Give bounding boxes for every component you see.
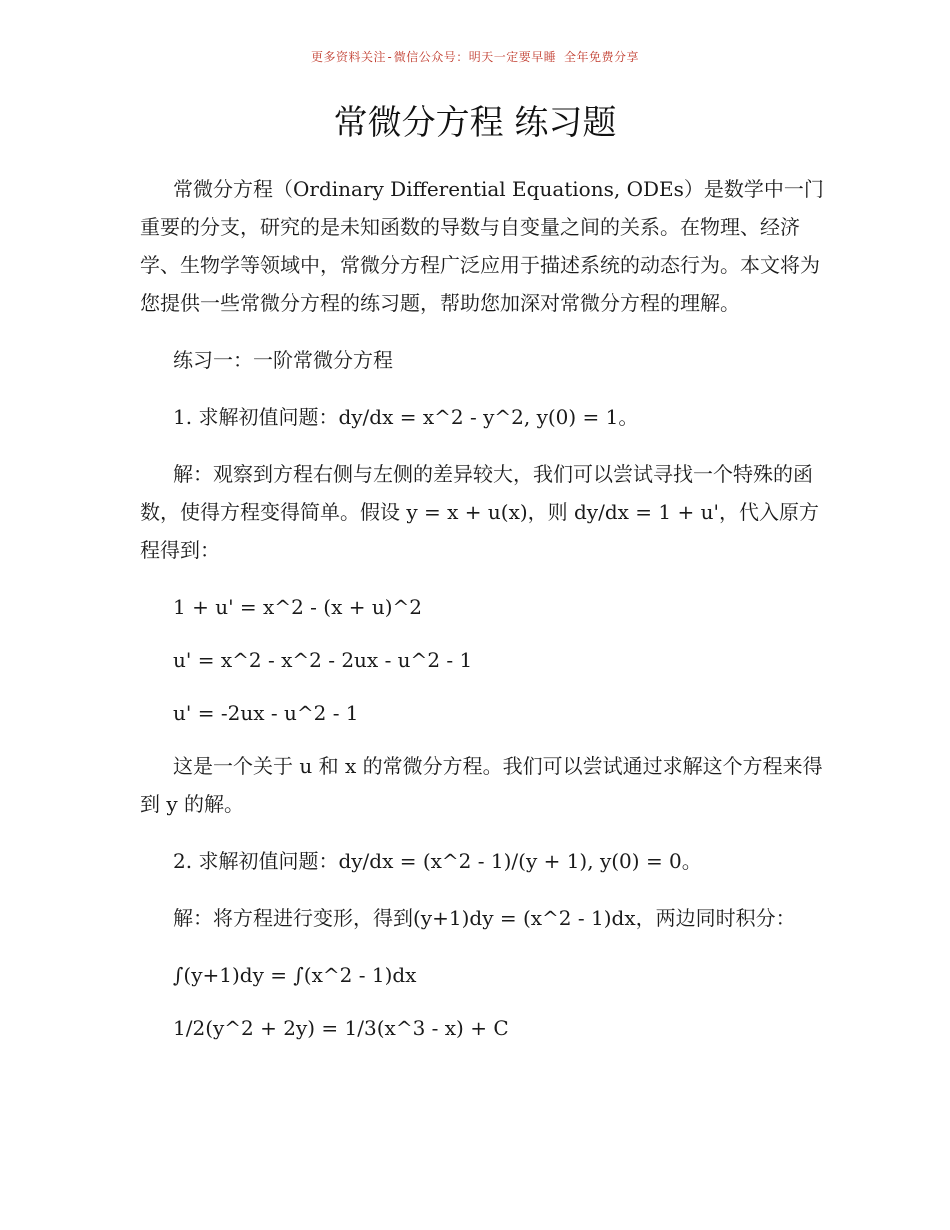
problem-1-equation-3: u' = -2ux - u^2 - 1 bbox=[173, 701, 359, 725]
problem-1-question: 1. 求解初值问题：dy/dx = x^2 - y^2, y(0) = 1。 bbox=[173, 405, 639, 429]
problem-2-equation-2: 1/2(y^2 + 2y) = 1/3(x^3 - x) + C bbox=[173, 1016, 509, 1040]
page-title: 常微分方程 练习题 bbox=[333, 103, 617, 143]
section-heading: 练习一：一阶常微分方程 bbox=[173, 348, 393, 372]
problem-1-solution: 解：观察到方程右侧与左侧的差异较大，我们可以尝试寻找一个特殊的函数，使得方程变得简单。假设 y = x + u(x)，则 dy/dx = 1 + u'，代入原方程得到： bbox=[140, 462, 819, 562]
document-body bbox=[140, 170, 830, 1047]
problem-1-equation-1: 1 + u' = x^2 - (x + u)^2 bbox=[173, 595, 423, 619]
intro-paragraph: 常微分方程（Ordinary Differential Equations, ODEs）是数学中一门重要的分支，研究的是未知函数的导数与自变量之间的关系。在物理、经济学、生物学等领域中，常微分方程广泛应用于描述系统的动态行为。本文将为您提供一些常微分方程的练习题，帮助您加深对常微分方程的理解。 bbox=[140, 177, 824, 315]
problem-2-solution: 解：将方程进行变形，得到(y+1)dy = (x^2 - 1)dx，两边同时积分： bbox=[173, 906, 796, 930]
problem-1-conclusion: 这是一个关于 u 和 x 的常微分方程。我们可以尝试通过求解这个方程来得到 y 的解。 bbox=[140, 754, 823, 816]
problem-1-equation-2: u' = x^2 - x^2 - 2ux - u^2 - 1 bbox=[173, 648, 473, 672]
header-note: 更多资料关注-微信公众号：明天一定要早睡 全年免费分享 bbox=[311, 50, 639, 64]
problem-2-equation-1: ∫(y+1)dy = ∫(x^2 - 1)dx bbox=[173, 963, 417, 987]
problem-2-question: 2. 求解初值问题：dy/dx = (x^2 - 1)/(y + 1), y(0) = 0。 bbox=[173, 849, 702, 873]
